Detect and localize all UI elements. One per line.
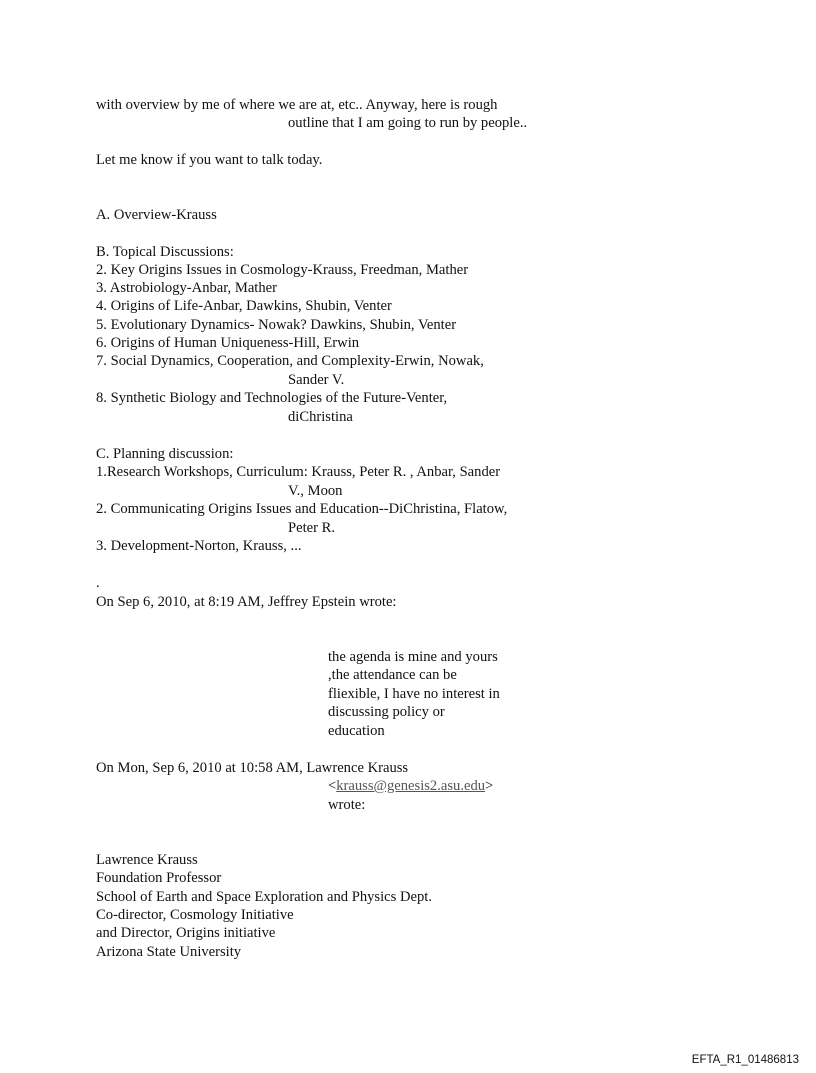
- agenda-item: 3. Development-Norton, Krauss, ...: [96, 538, 302, 554]
- agenda-item-continuation: diChristina: [288, 409, 353, 425]
- agenda-item: 4. Origins of Life-Anbar, Dawkins, Shubin, Venter: [96, 298, 392, 314]
- talk-line: Let me know if you want to talk today.: [96, 152, 323, 168]
- quote-header: On Sep 6, 2010, at 8:19 AM, Jeffrey Epstein wrote:: [96, 594, 397, 610]
- signature-line: Foundation Professor: [96, 870, 222, 886]
- quoted-line: discussing policy or: [328, 704, 445, 720]
- agenda-item: 8. Synthetic Biology and Technologies of the Future-Venter,: [96, 390, 448, 406]
- email-link[interactable]: krauss@genesis2.asu.edu: [336, 778, 486, 794]
- topical-heading: B. Topical Discussions:: [96, 244, 234, 260]
- quoted-line: fliexible, I have no interest in: [328, 686, 500, 702]
- agenda-item-continuation: Sander V.: [288, 372, 345, 388]
- quoted-line: ,the attendance can be: [328, 667, 457, 683]
- agenda-item: 1.Research Workshops, Curriculum: Krauss, Peter R. , Anbar, Sander: [96, 464, 501, 480]
- document-id: EFTA_R1_01486813: [691, 1054, 799, 1066]
- angle-open: <: [328, 778, 337, 794]
- signature-line: and Director, Origins initiative: [96, 925, 276, 941]
- agenda-item: 2. Key Origins Issues in Cosmology-Krauss, Freedman, Mather: [96, 262, 469, 278]
- signature-line: School of Earth and Space Exploration and Physics Dept.: [96, 889, 432, 905]
- agenda-overview: A. Overview-Krauss: [96, 207, 217, 223]
- signature-line: Arizona State University: [96, 944, 242, 960]
- agenda-item: 5. Evolutionary Dynamics- Nowak? Dawkins, Shubin, Venter: [96, 317, 457, 333]
- agenda-item: 2. Communicating Origins Issues and Education--DiChristina, Flatow,: [96, 501, 508, 517]
- wrote-label: wrote:: [328, 797, 366, 813]
- intro-line: outline that I am going to run by people..: [288, 115, 528, 131]
- signature-line: Co-director, Cosmology Initiative: [96, 907, 294, 923]
- quoted-line: the agenda is mine and yours: [328, 649, 498, 665]
- agenda-item-continuation: Peter R.: [288, 520, 336, 536]
- dot: .: [96, 575, 100, 591]
- agenda-item: 6. Origins of Human Uniqueness-Hill, Erwin: [96, 335, 360, 351]
- quoted-line: education: [328, 723, 385, 739]
- email-address-line: [328, 777, 493, 795]
- agenda-item: 3. Astrobiology-Anbar, Mather: [96, 280, 277, 296]
- agenda-item-continuation: V., Moon: [288, 483, 343, 499]
- intro-line: with overview by me of where we are at, etc.. Anyway, here is rough: [96, 97, 498, 113]
- angle-close: >: [485, 778, 494, 794]
- agenda-item: 7. Social Dynamics, Cooperation, and Complexity-Erwin, Nowak,: [96, 353, 484, 369]
- quote-header: On Mon, Sep 6, 2010 at 10:58 AM, Lawrence Krauss: [96, 760, 409, 776]
- signature-line: Lawrence Krauss: [96, 852, 198, 868]
- planning-heading: C. Planning discussion:: [96, 446, 234, 462]
